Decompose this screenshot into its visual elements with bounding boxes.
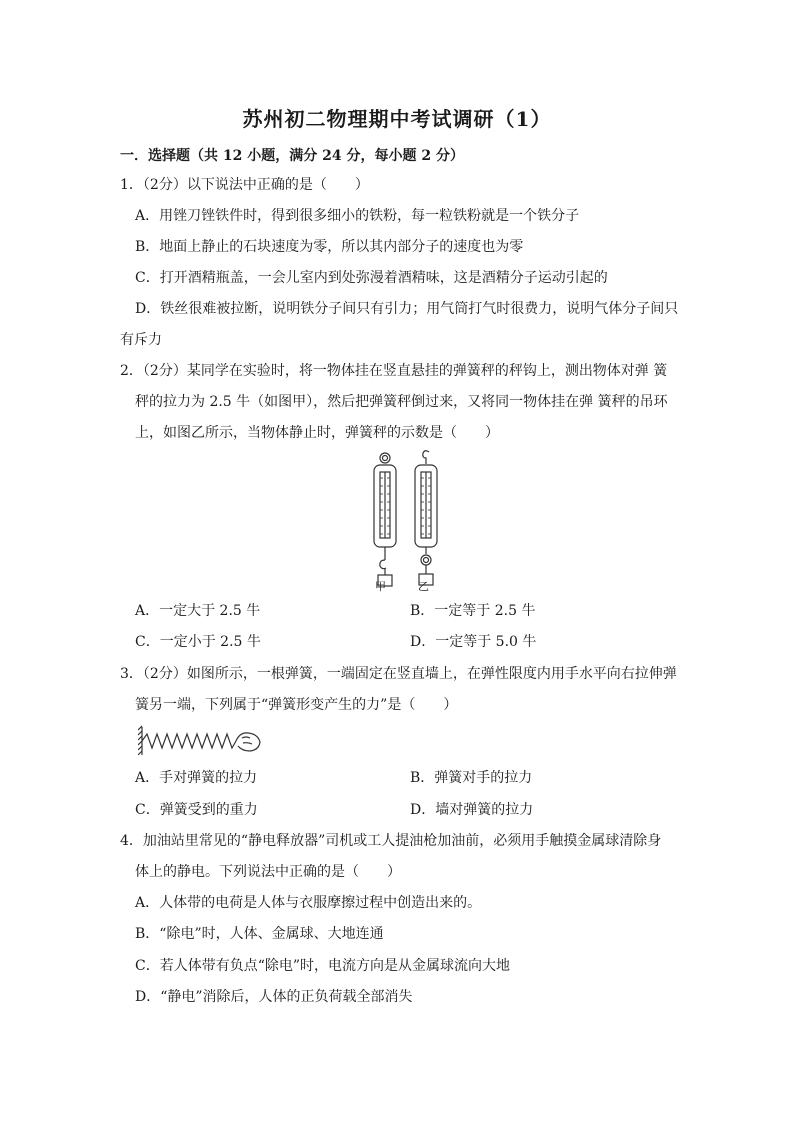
- q3-option-b: B．弹簧对手的拉力: [410, 770, 533, 786]
- spring-scale-figure: [352, 448, 452, 596]
- q3-option-a: A．手对弹簧的拉力: [135, 770, 258, 786]
- q1-stem: 1．（2分）以下说法中正确的是（ ）: [120, 177, 369, 193]
- q2-stem-line3: 上，如图乙所示，当物体静止时，弹簧秤的示数是（ ）: [135, 425, 499, 441]
- section-heading: 一．选择题（共 12 小题，满分 24 分，每小题 2 分）: [120, 148, 464, 164]
- q3-stem: 3．（2分）如图所示，一根弹簧，一端固定在竖直墙上，在弹性限度内用手水平向右拉伸弹: [120, 666, 677, 682]
- q2-stem: 2．（2分）某同学在实验时，将一物体挂在竖直悬挂的弹簧秤的秤钩上，测出物体对弹 簧: [120, 363, 668, 379]
- q4-stem: 4．加油站里常见的“静电释放器”司机或工人提油枪加油前，必须用手触摸金属球清除身: [120, 833, 662, 849]
- q3-option-c: C．弹簧受到的重力: [135, 802, 258, 818]
- spring-hand-figure: [138, 724, 264, 758]
- q2-option-a: A．一定大于 2.5 牛: [135, 603, 261, 619]
- q2-option-b: B．一定等于 2.5 牛: [410, 603, 536, 619]
- q2-option-c: C．一定小于 2.5 牛: [135, 634, 261, 650]
- figure-label-jia: 甲: [375, 580, 386, 593]
- q1-option-c: C．打开酒精瓶盖，一会儿室内到处弥漫着酒精味，这是酒精分子运动引起的: [135, 270, 608, 286]
- q2-option-d: D．一定等于 5.0 牛: [410, 634, 537, 650]
- page-title: 苏州初二物理期中考试调研（1）: [242, 107, 552, 131]
- q1-option-d-cont: 有斥力: [120, 332, 162, 348]
- q4-option-d: D．“静电”消除后，人体的正负荷载全部消失: [135, 989, 413, 1005]
- q4-option-a: A．人体带的电荷是人体与衣服摩擦过程中创造出来的。: [135, 895, 482, 911]
- q3-stem-line2: 簧另一端，下列属于“弹簧形变产生的力”是（ ）: [135, 697, 458, 713]
- q1-option-b: B．地面上静止的石块速度为零，所以其内部分子的速度也为零: [135, 239, 524, 255]
- q4-stem-line2: 体上的静电。下列说法中正确的是（ ）: [135, 864, 401, 880]
- q4-option-b: B．“除电”时，人体、金属球、大地连通: [135, 926, 384, 942]
- q2-stem-line2: 秤的拉力为 2.5 牛（如图甲），然后把弹簧秤倒过来，又将同一物体挂在弹 簧秤的吊环: [135, 394, 668, 410]
- q1-option-d: D．铁丝很难被拉断，说明铁分子间只有引力；用气筒打气时很费力，说明气体分子间只: [135, 301, 679, 317]
- q1-option-a: A．用锉刀锉铁件时，得到很多细小的铁粉，每一粒铁粉就是一个铁分子: [135, 208, 580, 224]
- q3-option-d: D．墙对弹簧的拉力: [410, 802, 534, 818]
- figure-label-yi: 乙: [418, 580, 429, 593]
- q4-option-c: C．若人体带有负点“除电”时，电流方向是从金属球流向大地: [135, 958, 511, 974]
